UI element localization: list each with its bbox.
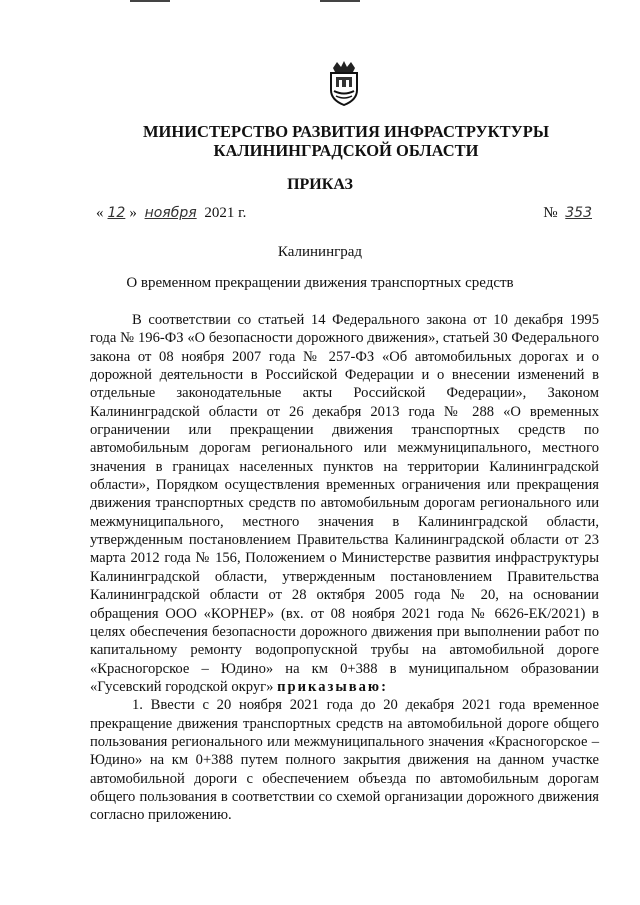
date-month: ноября bbox=[144, 205, 197, 221]
coat-of-arms-emblem bbox=[327, 60, 361, 106]
order-date bbox=[96, 205, 246, 222]
order-body bbox=[90, 311, 599, 825]
date-year: 2021 г. bbox=[204, 205, 247, 221]
order-number-label: № bbox=[543, 205, 558, 221]
date-day: 12 bbox=[107, 205, 126, 221]
scan-edge-mark bbox=[130, 0, 170, 2]
order-title: ПРИКАЗ bbox=[287, 176, 353, 193]
order-word: приказываю: bbox=[277, 678, 388, 695]
preamble-paragraph bbox=[90, 311, 599, 696]
date-close-quote: » bbox=[129, 205, 137, 221]
order-number-value: 353 bbox=[565, 205, 592, 221]
city: Калининград bbox=[277, 244, 363, 260]
scan-edge-mark bbox=[320, 0, 360, 2]
date-open-quote: « bbox=[96, 205, 104, 221]
order-number bbox=[543, 205, 596, 222]
ministry-name-line-2: КАЛИНИНГРАДСКОЙ ОБЛАСТИ bbox=[213, 141, 479, 160]
preamble-text: В соответствии со статьей 14 Федерального закона от 10 декабря 1995 года № 196-ФЗ «О безопасности дорожного движения», статьей 30 Федерального закона от 08 ноября 2007 года № 257-ФЗ «Об автомобильных дорогах и о дорожной деятельности в Российской Федерации и о внесении изменений в отдельные законодательные акты Российской Федерации», Законом Калининградской области от 26 декабря 2013 года № 288 «О временных ограничении или прекращении движения транспортных средств по автомобильным дорогам регионального или межмуниципального, местного значения в границах населенных пунктов на территории Калининградской области», Порядком осуществления временных ограничения или прекращения движения транспортных средств по автомобильным дорогам регионального или межмуниципального, местного значения в Калининградской области, утвержденным постановлением Правительства Калининградской области от 23 марта 2012 года № 156, Положением о Министерстве развития инфраструктуры Калининградской области, утвержденным постановлением Правительства Калининградской области от 28 октября 2005 года № 20, на основании обращения ООО «КОРНЕР» (вх. от 08 ноября 2021 года № 6626-ЕК/2021) в целях обеспечения безопасности дорожного движения при выполнении работ по капитальному ремонту водопропускной трубы на автомобильной дороге «Красногорское – Юдино» на км 0+388 в муниципальном образовании «Гусевский городской округ» bbox=[90, 312, 599, 695]
order-subject: О временном прекращении движения транспортных средств bbox=[126, 275, 514, 291]
ministry-name-line-1: МИНИСТЕРСТВО РАЗВИТИЯ ИНФРАСТРУКТУРЫ bbox=[142, 122, 550, 141]
ministry-name bbox=[120, 122, 572, 160]
item-1-paragraph: 1. Ввести с 20 ноября 2021 года до 20 декабря 2021 года временное прекращение движения транспортных средств на автомобильной дороге общего пользования регионального или межмуниципального значения «Красногорское – Юдино» на км 0+388 путем полного закрытия движения на данном участке автомобильной дороги с обеспечением объезда по автомобильным дорогам общего пользования в соответствии со схемой организации дорожного движения согласно приложению. bbox=[90, 697, 599, 824]
